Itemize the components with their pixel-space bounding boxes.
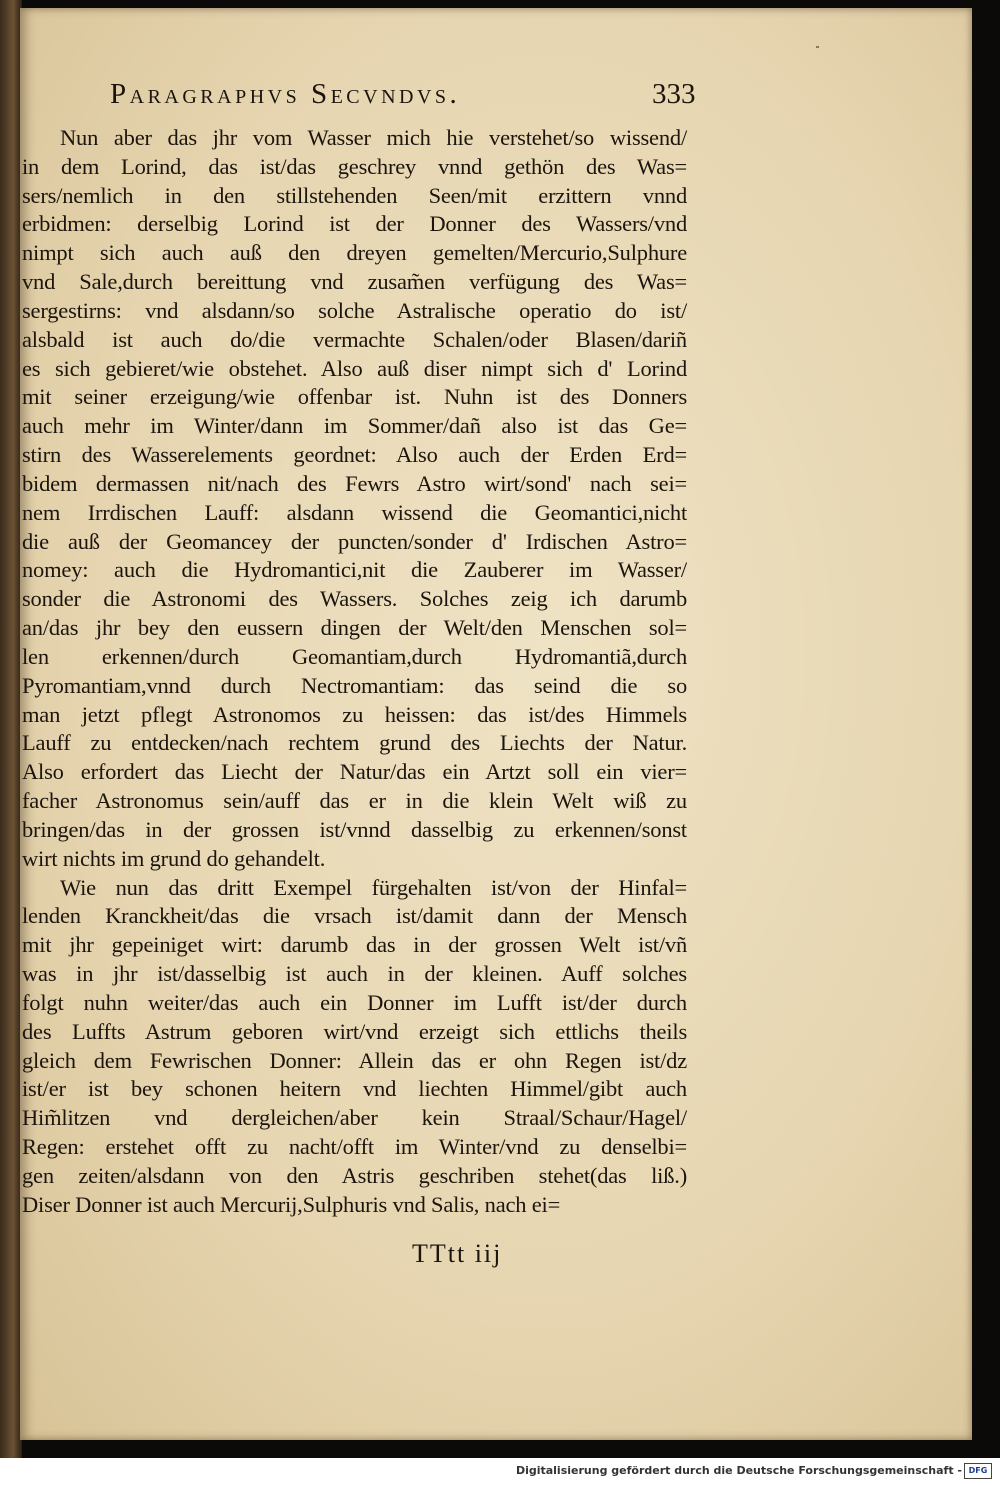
text-line: alsbald ist auch do/die vermachte Schalen/oder Blasen/dariñ [22,326,687,352]
dfg-logo: DFG [964,1463,992,1479]
text-line: wirt nichts im grund do gehandelt. [22,845,326,871]
text-line: ist/er ist bey schonen heitern vnd liechten Himmel/gibt auch [22,1076,687,1102]
text-line: sonder die Astronomi des Wassers. Solches zeig ich darumb [22,586,687,612]
text-line: stirn des Wasserelements geordnet: Also auch der Erden Erd= [22,442,687,468]
text-line: len erkennen/durch Geomantiam,durch Hydromantiã,durch [22,643,687,669]
text-line: sers/nemlich in den stillstehenden Seen/mit erzittern vnnd [22,182,687,208]
page-number: 333 [652,78,696,110]
text-line: mit jhr gepeiniget wirt: darumb das in der grossen Welt ist/vñ [22,932,687,958]
text-line: Lauff zu entdecken/nach rechtem grund des Liechts der Natur. [22,730,687,756]
text-line: was in jhr ist/dasselbig ist auch in der kleinen. Auff solches [22,961,687,987]
text-line: nomey: auch die Hydromantici,nit die Zauberer im Wasser/ [22,557,687,583]
text-line: gleich dem Fewrischen Donner: Allein das er ohn Regen ist/dz [22,1047,687,1073]
body-text [22,124,687,1219]
text-line: es sich gebieret/wie obstehet. Also auß diser nimpt sich d' Lorind [22,355,687,381]
text-line: lenden Kranckheit/das die vrsach ist/damit dann der Mensch [22,903,687,929]
text-line: vnd Sale,durch bereittung vnd zusam̃en verfügung des Was= [22,269,687,295]
text-line: nimpt sich auch auß den dreyen gemelten/Mercurio,Sulphure [22,240,687,266]
text-line: facher Astronomus sein/auff das er in die klein Welt wiß zu [22,788,687,814]
text-line: mit seiner erzeigung/wie offenbar ist. Nuhn ist des Donners [22,384,687,410]
text-line: bringen/das in der grossen ist/vnnd dasselbig zu erkennen/sonst [22,816,687,842]
text-line: des Luffts Astrum geboren wirt/vnd erzeigt sich ettlichs theils [22,1018,687,1044]
signature-mark: TTtt iij [412,1239,503,1268]
text-line: erbidmen: derselbig Lorind ist der Donner des Wassers/vnd [22,211,687,237]
footer-bar [0,1458,1000,1485]
text-line: an/das jhr bey den eussern dingen der Welt/den Menschen sol= [22,615,687,641]
text-line: Him̃litzen vnd dergleichen/aber kein Straal/Schaur/Hagel/ [22,1105,687,1131]
text-line: man jetzt pflegt Astronomos zu heissen: das ist/des Himmels [22,701,687,727]
text-line: gen zeiten/alsdann von den Astris geschriben stehet(das liß.) [22,1162,687,1188]
running-title: Paragraphvs Secvndvs. [110,78,461,110]
text-line: folgt nuhn weiter/das auch ein Donner im Lufft ist/der durch [22,989,687,1015]
text-line: Pyromantiam,vnnd durch Nectromantiam: das seind die so [22,672,687,698]
text-line: Diser Donner ist auch Mercurij,Sulphuris vnd Salis, nach ei= [22,1191,561,1217]
text-line: Regen: erstehet offt zu nacht/offt im Winter/vnd zu denselbi= [22,1133,687,1159]
text-line: Also erfordert das Liecht der Natur/das ein Artzt soll ein vier= [22,759,687,785]
text-line: Nun aber das jhr vom Wasser mich hie verstehet/so wissend/ [60,125,687,150]
page-speck [816,46,819,48]
text-line: auch mehr im Winter/dann im Sommer/dañ also ist das Ge= [22,413,687,439]
text-line: nem Irrdischen Lauff: alsdann wissend die Geomantici,nicht [22,499,687,525]
text-line: Wie nun das dritt Exempel fürgehalten ist/von der Hinfal= [60,874,687,900]
page-header [92,73,696,119]
text-line: in dem Lorind, das ist/das geschrey vnnd gethön des Was= [22,153,687,179]
text-line: bidem dermassen nit/nach des Fewrs Astro wirt/sond' nach sei= [22,470,687,496]
text-line: sergestirns: vnd alsdann/so solche Astralische operatio do ist/ [22,297,687,323]
book-spine [0,0,22,1458]
funding-credit: Digitalisierung gefördert durch die Deutsche Forschungsgemeinschaft - [515,1464,962,1477]
text-line: die auß der Geomancey der puncten/sonder d' Irdischen Astro= [22,528,687,554]
